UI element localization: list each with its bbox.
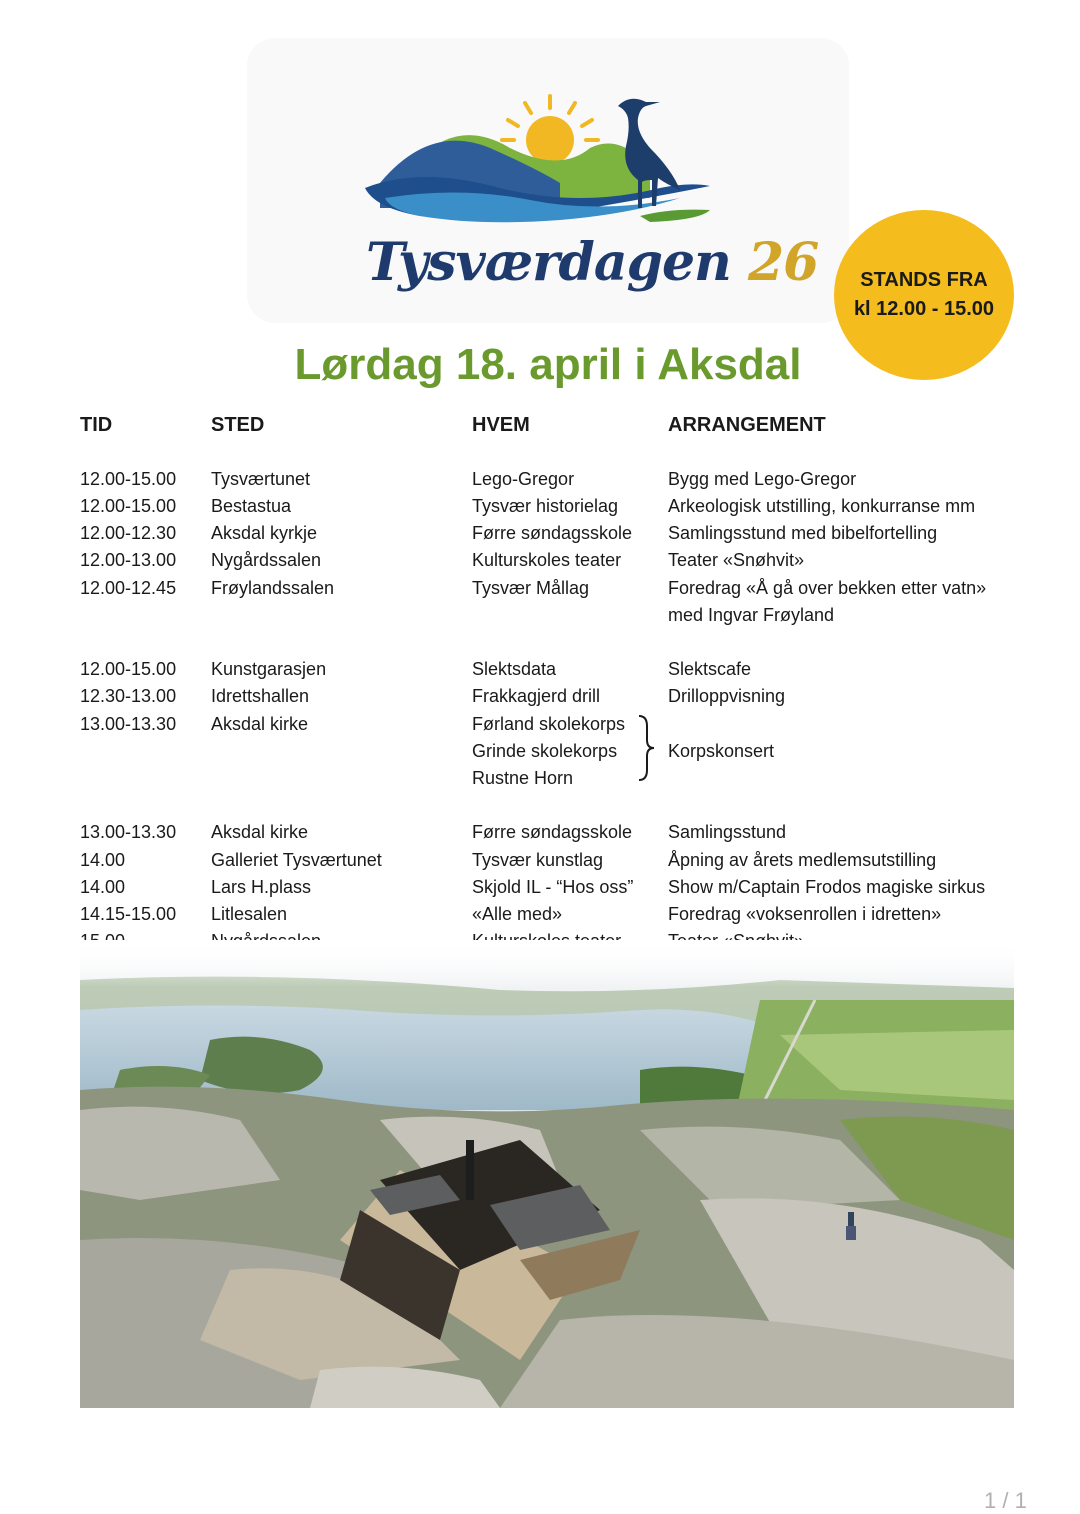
page-indicator: 1 / 1 xyxy=(984,1488,1027,1513)
schedule-cell-sted: Lars H.plass xyxy=(211,877,312,897)
schedule-cell-hvem: Slektsdata xyxy=(472,659,557,679)
schedule-cell-tid: 12.00-13.00 xyxy=(80,550,177,570)
schedule-cell-sted: Galleriet Tysværtunet xyxy=(211,850,382,870)
stands-badge-line1: STANDS FRA xyxy=(860,269,988,291)
schedule-cell-arr: Show m/Captain Frodos magiske sirkus xyxy=(668,877,986,897)
schedule-cell-tid: 14.15-15.00 xyxy=(80,904,177,924)
schedule-cell-arr: Åpning av årets medlemsutstilling xyxy=(668,850,937,870)
schedule-cell-hvem: Tysvær Mållag xyxy=(472,578,590,598)
schedule-cell-sted: Litlesalen xyxy=(211,904,288,924)
schedule-cell-arr: Korpskonsert xyxy=(668,741,775,761)
schedule-cell-tid: 14.00 xyxy=(80,850,126,870)
schedule-cell-sted: Aksdal kyrkje xyxy=(211,523,318,543)
schedule-cell-tid: 12.00-15.00 xyxy=(80,659,177,679)
schedule-cell-hvem: Tysvær historielag xyxy=(472,496,619,516)
column-header-hvem: HVEM xyxy=(472,414,530,436)
schedule-cell-sted: Aksdal kirke xyxy=(211,822,309,842)
schedule-cell-tid: 13.00-13.30 xyxy=(80,822,177,842)
schedule-cell-arr: Bygg med Lego-Gregor xyxy=(668,469,857,489)
brace-icon xyxy=(637,714,657,782)
schedule-cell-arr: Slektscafe xyxy=(668,659,752,679)
schedule-cell-arr: Foredrag «voksenrollen i idretten» xyxy=(668,904,942,924)
schedule-cell-tid: 13.00-13.30 xyxy=(80,714,177,734)
schedule-cell-arr: Samlingsstund xyxy=(668,822,787,842)
schedule-cell-hvem: Grinde skolekorps xyxy=(472,741,618,761)
schedule-cell-hvem: Kulturskoles teater xyxy=(472,550,622,570)
schedule-cell-sted: Idrettshallen xyxy=(211,686,310,706)
schedule-cell-hvem: «Alle med» xyxy=(472,904,563,924)
schedule-cell-arr: Samlingsstund med bibelfortelling xyxy=(668,523,938,543)
logo-name: Tysværdagen xyxy=(366,232,731,293)
schedule-cell-hvem: Skjold IL - “Hos oss” xyxy=(472,877,634,897)
schedule-cell-arr: Teater «Snøhvit» xyxy=(668,550,805,570)
column-header-arrangement: ARRANGEMENT xyxy=(668,414,826,436)
page-subtitle: Lørdag 18. april i Aksdal xyxy=(294,340,802,389)
schedule-cell-sted: Nygårdssalen xyxy=(211,550,322,570)
logo-number: 26 xyxy=(747,232,819,293)
mountain-cabin-photo xyxy=(80,940,1014,1408)
schedule-cell-sted: Frøylandssalen xyxy=(211,578,335,598)
schedule-cell-arr: Foredrag «Å gå over bekken etter vatn» xyxy=(668,578,987,598)
schedule-cell-tid: 14.00 xyxy=(80,877,126,897)
schedule-cell-tid: 12.00-15.00 xyxy=(80,469,177,489)
schedule-cell-tid: 12.30-13.00 xyxy=(80,686,177,706)
tysvaerdagen-logo xyxy=(360,88,740,238)
schedule-cell-arr: Arkeologisk utstilling, konkurranse mm xyxy=(668,496,976,516)
schedule-cell-hvem: Rustne Horn xyxy=(472,768,574,788)
logo-wordmark xyxy=(366,232,819,293)
schedule-cell-arr: med Ingvar Frøyland xyxy=(668,605,835,625)
schedule-cell-tid: 12.00-12.45 xyxy=(80,578,177,598)
schedule-cell-sted: Tysværtunet xyxy=(211,469,311,489)
schedule-cell-sted: Aksdal kirke xyxy=(211,714,309,734)
stands-badge-line2: kl 12.00 - 15.00 xyxy=(853,298,995,320)
schedule-cell-arr: Drilloppvisning xyxy=(668,686,786,706)
schedule-cell-hvem: Lego-Gregor xyxy=(472,469,575,489)
column-header-sted: STED xyxy=(211,414,265,436)
column-header-tid: TID xyxy=(80,414,113,436)
schedule-cell-tid: 12.00-12.30 xyxy=(80,523,177,543)
schedule-cell-sted: Kunstgarasjen xyxy=(211,659,327,679)
schedule-cell-hvem: Tysvær kunstlag xyxy=(472,850,604,870)
schedule-cell-hvem: Førre søndagsskole xyxy=(472,523,633,543)
schedule-cell-hvem: Førland skolekorps xyxy=(472,714,626,734)
schedule-cell-hvem: Førre søndagsskole xyxy=(472,822,633,842)
schedule-cell-hvem: Frakkagjerd drill xyxy=(472,686,601,706)
schedule-cell-sted: Bestastua xyxy=(211,496,292,516)
schedule-cell-tid: 12.00-15.00 xyxy=(80,496,177,516)
